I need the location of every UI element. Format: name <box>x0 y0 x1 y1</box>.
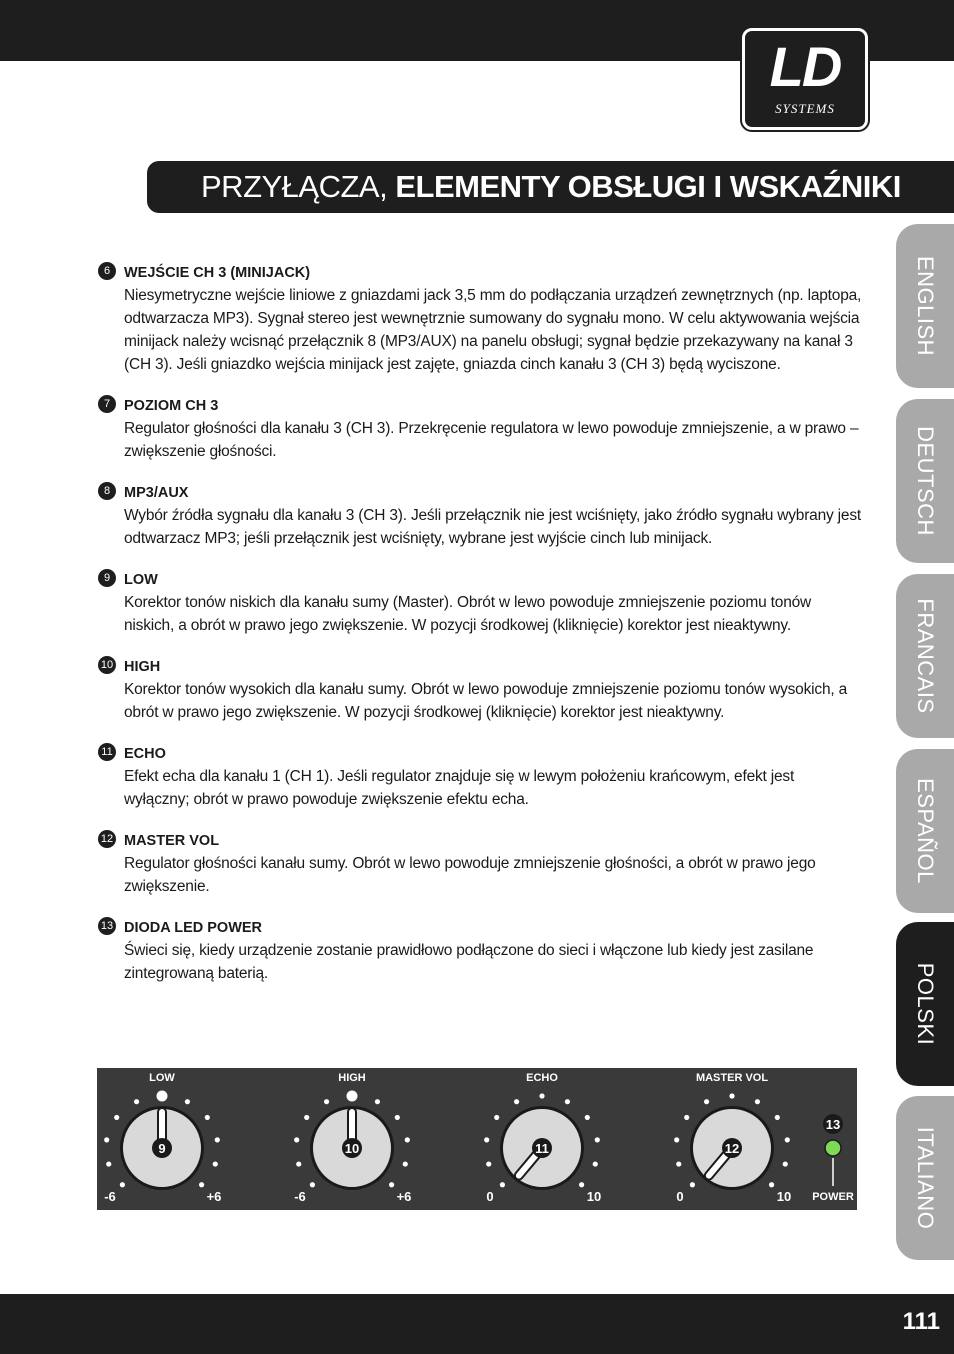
knob-min-label: -6 <box>104 1189 116 1204</box>
control-panel-illustration <box>97 1068 857 1210</box>
scale-dot <box>310 1182 315 1187</box>
scale-dot <box>684 1115 689 1120</box>
scale-dot <box>484 1137 489 1142</box>
scale-dot <box>215 1137 220 1142</box>
tab-label: ITALIANO <box>913 1126 938 1230</box>
tab-label: POLSKI <box>913 962 938 1046</box>
knob-max-label: +6 <box>396 1189 412 1204</box>
item-heading: ECHO <box>124 746 166 762</box>
knob-max-label: 10 <box>586 1189 602 1204</box>
tab-label: ESPAÑOL <box>913 778 938 884</box>
power-led-icon <box>825 1140 841 1156</box>
page-number: 111 <box>902 1308 940 1335</box>
scale-dot <box>324 1099 329 1104</box>
footer-bar <box>0 1294 954 1354</box>
knob-number: 10 <box>344 1141 360 1156</box>
list-item <box>96 743 862 811</box>
item-heading: HIGH <box>124 659 161 675</box>
item-number: 10 <box>98 656 116 674</box>
item-number: 13 <box>98 917 116 935</box>
item-text: Wybór źródła sygnału dla kanału 3 (CH 3). Jeśli przełącznik nie jest wciśnięty, jako źródło sygnału wybrany jest odtwarzacz MP3; jeśli przełącznik jest wciśnięty, wybrane jest wyjście cinch lub minijack. <box>124 507 862 547</box>
knob-max-label: 10 <box>776 1189 792 1204</box>
scale-dot <box>514 1099 519 1104</box>
knob-number: 12 <box>724 1141 740 1156</box>
knob-label: MASTER VOL <box>695 1072 769 1084</box>
item-text: Efekt echa dla kanału 1 (CH 1). Jeśli regulator znajduje się w lewym położeniu krańcowym, efekt jest wyłączny; obrót w prawo powoduje zwiększenie efektu echa. <box>124 768 795 808</box>
scale-dot <box>775 1115 780 1120</box>
tab-deutsch[interactable] <box>896 399 954 563</box>
scale-dot <box>783 1161 788 1166</box>
logo-text: LD <box>769 35 841 98</box>
scale-dot <box>205 1115 210 1120</box>
tab-francais[interactable] <box>896 574 954 738</box>
knob-min-label: -6 <box>294 1189 306 1204</box>
logo-subtext: SYSTEMS <box>775 101 835 116</box>
scale-dot <box>185 1099 190 1104</box>
list-item <box>96 656 862 724</box>
scale-dot <box>199 1182 204 1187</box>
tab-label: ENGLISH <box>913 255 938 357</box>
scale-dot <box>375 1099 380 1104</box>
scale-dot <box>213 1161 218 1166</box>
item-heading: POZIOM CH 3 <box>124 398 219 414</box>
scale-dot <box>304 1115 309 1120</box>
item-text: Korektor tonów wysokich dla kanału sumy. Obrót w lewo powoduje zmniejszenie poziomu tonów wysokich, a obrót w prawo jego zwiększenie. W pozycji środkowej (kliknięcie) korektor jest nieaktywny. <box>124 681 847 721</box>
list-item <box>96 569 862 637</box>
scale-dot <box>676 1161 681 1166</box>
list-item <box>96 917 862 985</box>
tab-espanol[interactable] <box>896 749 954 913</box>
list-item <box>96 395 862 463</box>
page-title <box>201 169 901 205</box>
scale-dot <box>704 1099 709 1104</box>
scale-dot <box>114 1115 119 1120</box>
scale-dot <box>674 1137 679 1142</box>
knob-label: ECHO <box>526 1072 558 1084</box>
knob-number: 11 <box>535 1141 549 1156</box>
scale-dot <box>106 1161 111 1166</box>
page-title-bold: ELEMENTY OBSŁUGI I WSKAŹNIKI <box>395 169 901 204</box>
control-panel-svg <box>97 1068 857 1210</box>
scale-dot <box>500 1182 505 1187</box>
scale-dot <box>347 1091 358 1102</box>
knob-label: HIGH <box>338 1072 366 1084</box>
led-number: 13 <box>825 1117 841 1132</box>
scale-dot <box>593 1161 598 1166</box>
item-text: Regulator głośności dla kanału 3 (CH 3). Przekręcenie regulatora w lewo powoduje zmniejszenie, a w prawo – zwiększenie głośności. <box>124 420 859 460</box>
item-heading: DIODA LED POWER <box>124 920 263 936</box>
item-text: Korektor tonów niskich dla kanału sumy (Master). Obrót w lewo powoduje zmniejszenie poziomu tonów niskich, a obrót w prawo jego zwiększenie. W pozycji środkowej (kliknięcie) korektor jest nieaktywny. <box>124 594 812 634</box>
scale-dot <box>785 1137 790 1142</box>
scale-dot <box>595 1137 600 1142</box>
tab-english[interactable] <box>896 224 954 388</box>
scale-dot <box>494 1115 499 1120</box>
item-heading: MASTER VOL <box>124 833 220 849</box>
knob-min-label: 0 <box>486 1189 494 1204</box>
list-item <box>96 482 862 550</box>
scale-dot <box>405 1137 410 1142</box>
scale-dot <box>729 1093 734 1098</box>
list-item <box>96 262 862 376</box>
scale-dot <box>134 1099 139 1104</box>
tab-label: FRANCAIS <box>913 598 938 714</box>
scale-dot <box>294 1137 299 1142</box>
item-number: 12 <box>98 830 116 848</box>
scale-dot <box>403 1161 408 1166</box>
item-heading: MP3/AUX <box>124 485 189 501</box>
tab-label: DEUTSCH <box>913 426 938 536</box>
item-number: 8 <box>98 482 116 500</box>
ld-systems-logo <box>742 28 868 130</box>
scale-dot <box>486 1161 491 1166</box>
scale-dot <box>296 1161 301 1166</box>
scale-dot <box>157 1091 168 1102</box>
item-number: 6 <box>98 262 116 280</box>
scale-dot <box>389 1182 394 1187</box>
page-title-light: PRZYŁĄCZA, <box>201 169 396 204</box>
led-label: POWER <box>812 1191 854 1203</box>
scale-dot <box>120 1182 125 1187</box>
list-item <box>96 830 862 898</box>
item-list <box>96 262 862 1004</box>
scale-dot <box>690 1182 695 1187</box>
item-heading: LOW <box>124 572 158 588</box>
item-number: 9 <box>98 569 116 587</box>
item-text: Regulator głośności kanału sumy. Obrót w lewo powoduje zmniejszenie głośności, a obrót w prawo jego zwiększenie. <box>124 855 816 895</box>
item-heading: WEJŚCIE CH 3 (MINIJACK) <box>124 265 311 281</box>
item-number: 11 <box>98 743 116 761</box>
item-text: Niesymetryczne wejście liniowe z gniazdami jack 3,5 mm do podłączania urządzeń zewnętrznych (np. laptopa, odtwarzacza MP3). Sygnał stereo jest wewnętrznie sumowany do sygnału mono. W celu aktywowania wejścia minijack należy wcisnąć przełącznik 8 (MP3/AUX) na panelu obsługi; sygnał będzie przekazywany na kanał 3 (CH 3). Jeśli gniazdko wejścia minijack jest zajęte, gniazda cinch kanału 3 (CH 3) będą wyciszone. <box>124 287 862 373</box>
scale-dot <box>565 1099 570 1104</box>
knob-max-label: +6 <box>206 1189 222 1204</box>
tab-italiano[interactable] <box>896 1096 954 1260</box>
tab-polski[interactable] <box>896 922 954 1086</box>
knob-number: 9 <box>158 1141 166 1156</box>
knob-label: LOW <box>149 1072 175 1084</box>
scale-dot <box>769 1182 774 1187</box>
title-bar <box>147 161 954 213</box>
scale-dot <box>395 1115 400 1120</box>
knob-min-label: 0 <box>676 1189 684 1204</box>
scale-dot <box>755 1099 760 1104</box>
scale-dot <box>539 1093 544 1098</box>
scale-dot <box>585 1115 590 1120</box>
scale-dot <box>579 1182 584 1187</box>
scale-dot <box>104 1137 109 1142</box>
item-number: 7 <box>98 395 116 413</box>
item-text: Świeci się, kiedy urządzenie zostanie prawidłowo podłączone do sieci i włączone lub kiedy jest zasilane zintegrowaną baterią. <box>124 942 814 982</box>
